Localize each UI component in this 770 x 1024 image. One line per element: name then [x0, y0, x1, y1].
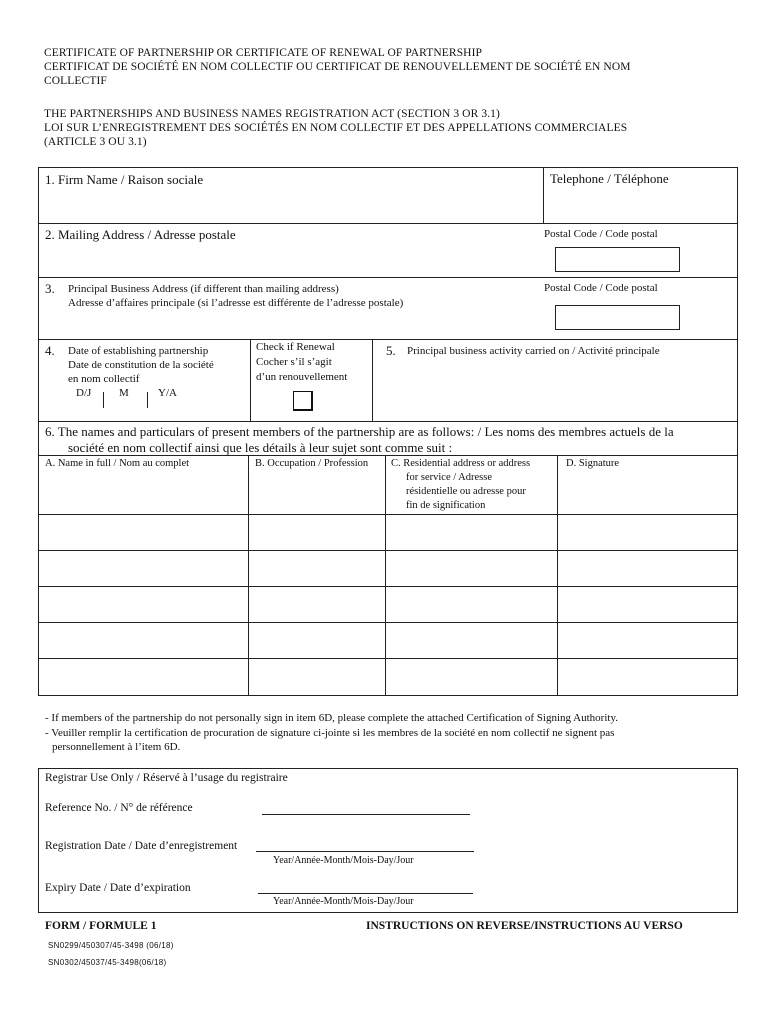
mailing-address-field[interactable] [40, 245, 540, 275]
telephone-field[interactable] [546, 190, 736, 221]
establish-date-label-en: Date of establishing partnership [68, 345, 209, 357]
registrar-title: Registrar Use Only / Réservé à l’usage du registraire [45, 772, 288, 784]
establish-date-label-fr: Date de constitution de la société [68, 359, 214, 371]
form-title-en: CERTIFICATE OF PARTNERSHIP OR CERTIFICATE OF RENEWAL OF PARTNERSHIP [44, 47, 483, 59]
member-1-name[interactable] [40, 516, 246, 549]
form-code-2: SN0302/45037/45-3498(06/18) [48, 958, 167, 967]
member-5-occupation[interactable] [250, 660, 383, 694]
form-number: FORM / FORMULE 1 [45, 920, 157, 932]
telephone-label: Telephone / Téléphone [550, 171, 669, 186]
member-2-name[interactable] [40, 552, 246, 585]
establish-date-label-fr-cont: en nom collectif [68, 373, 140, 385]
member-3-address[interactable] [387, 588, 555, 621]
business-activity-field[interactable] [376, 362, 736, 419]
members-heading-fr: société en nom collectif ainsi que les détails à leur sujet sont comme suit : [68, 440, 453, 455]
act-name-en: THE PARTNERSHIPS AND BUSINESS NAMES REGISTRATION ACT (SECTION 3 OR 3.1) [44, 108, 500, 120]
registration-date-format: Year/Année-Month/Mois-Day/Jour [273, 855, 414, 866]
member-4-occupation[interactable] [250, 624, 383, 657]
firm-name-label: 1. Firm Name / Raison sociale [45, 172, 204, 187]
member-5-name[interactable] [40, 660, 246, 694]
section-5-number: 5. [386, 343, 396, 358]
member-3-name[interactable] [40, 588, 246, 621]
renewal-label-fr-cont: d’un renouvellement [256, 371, 348, 383]
col-header-name: A. Name in full / Nom au complet [45, 458, 190, 469]
member-2-signature[interactable] [559, 552, 736, 585]
renewal-label-fr: Cocher s’il s’agit [256, 356, 332, 368]
act-name-fr-cont: (ARTICLE 3 OU 3.1) [44, 136, 147, 148]
business-postal-code-label: Postal Code / Code postal [544, 282, 658, 294]
note-signing-authority-fr-cont: personnellement à l’item 6D. [52, 741, 181, 753]
col-header-address-2: for service / Adresse [406, 472, 493, 483]
member-4-signature[interactable] [559, 624, 736, 657]
section-3-number: 3. [45, 281, 55, 296]
member-2-occupation[interactable] [250, 552, 383, 585]
member-5-address[interactable] [387, 660, 555, 694]
member-3-occupation[interactable] [250, 588, 383, 621]
business-activity-label: Principal business activity carried on / Activité principale [407, 345, 660, 357]
instructions-note: INSTRUCTIONS ON REVERSE/INSTRUCTIONS AU VERSO [366, 920, 683, 932]
col-header-occupation: B. Occupation / Profession [255, 458, 369, 469]
member-5-signature[interactable] [559, 660, 736, 694]
member-4-name[interactable] [40, 624, 246, 657]
expiry-date-line[interactable] [258, 893, 473, 894]
business-address-label-fr: Adresse d’affaires principale (si l’adresse est différente de l’adresse postale) [68, 297, 404, 309]
form-code-1: SN0299/450307/45-3498 (06/18) [48, 941, 174, 950]
reference-no-line[interactable] [262, 814, 470, 815]
member-4-address[interactable] [387, 624, 555, 657]
act-name-fr: LOI SUR L’ENREGISTREMENT DES SOCIÉTÉS EN NOM COLLECTIF ET DES APPELLATIONS COMMERCIALES [44, 122, 628, 134]
form-title-fr: CERTIFICAT DE SOCIÉTÉ EN NOM COLLECTIF OU CERTIFICAT DE RENOUVELLEMENT DE SOCIÉTÉ EN NOM [44, 61, 631, 73]
registration-date-label: Registration Date / Date d’enregistrement [45, 840, 238, 852]
col-header-address: C. Residential address or address [391, 458, 531, 469]
business-postal-code-input[interactable] [555, 305, 680, 330]
member-1-address[interactable] [387, 516, 555, 549]
col-header-address-3: résidentielle ou adresse pour [406, 486, 526, 497]
col-header-address-4: fin de signification [406, 500, 486, 511]
renewal-label-en: Check if Renewal [256, 341, 335, 353]
business-address-field[interactable] [40, 312, 540, 337]
col-header-signature: D. Signature [566, 458, 620, 469]
registration-date-line[interactable] [256, 851, 474, 852]
day-label: D/J [76, 387, 92, 399]
mailing-address-label: 2. Mailing Address / Adresse postale [45, 227, 236, 242]
firm-name-field[interactable] [40, 190, 540, 221]
expiry-date-label: Expiry Date / Date d’expiration [45, 882, 191, 894]
establish-date-field[interactable] [60, 402, 245, 419]
mailing-postal-code-label: Postal Code / Code postal [544, 228, 658, 240]
section-4-number: 4. [45, 343, 55, 358]
member-1-signature[interactable] [559, 516, 736, 549]
member-3-signature[interactable] [559, 588, 736, 621]
note-signing-authority-fr: - Veuiller remplir la certification de procuration de signature ci-jointe si les membres de la société en nom collectif ne signent pas [45, 727, 615, 739]
mailing-postal-code-input[interactable] [555, 247, 680, 272]
members-heading: 6. The names and particulars of present members of the partnership are as follows: / Les noms des membres actuels de la [45, 424, 674, 439]
month-label: M [119, 387, 129, 399]
member-1-occupation[interactable] [250, 516, 383, 549]
reference-no-label: Reference No. / N° de référence [45, 802, 193, 814]
expiry-date-format: Year/Année-Month/Mois-Day/Jour [273, 896, 414, 907]
form-title-fr-cont: COLLECTIF [44, 75, 107, 87]
renewal-checkbox[interactable] [293, 391, 313, 411]
note-signing-authority-en: - If members of the partnership do not personally sign in item 6D, please complete the attached Certification of Signing Authority. [45, 712, 618, 724]
year-label: Y/A [158, 387, 177, 399]
member-2-address[interactable] [387, 552, 555, 585]
business-address-label-en: Principal Business Address (if different than mailing address) [68, 283, 339, 295]
